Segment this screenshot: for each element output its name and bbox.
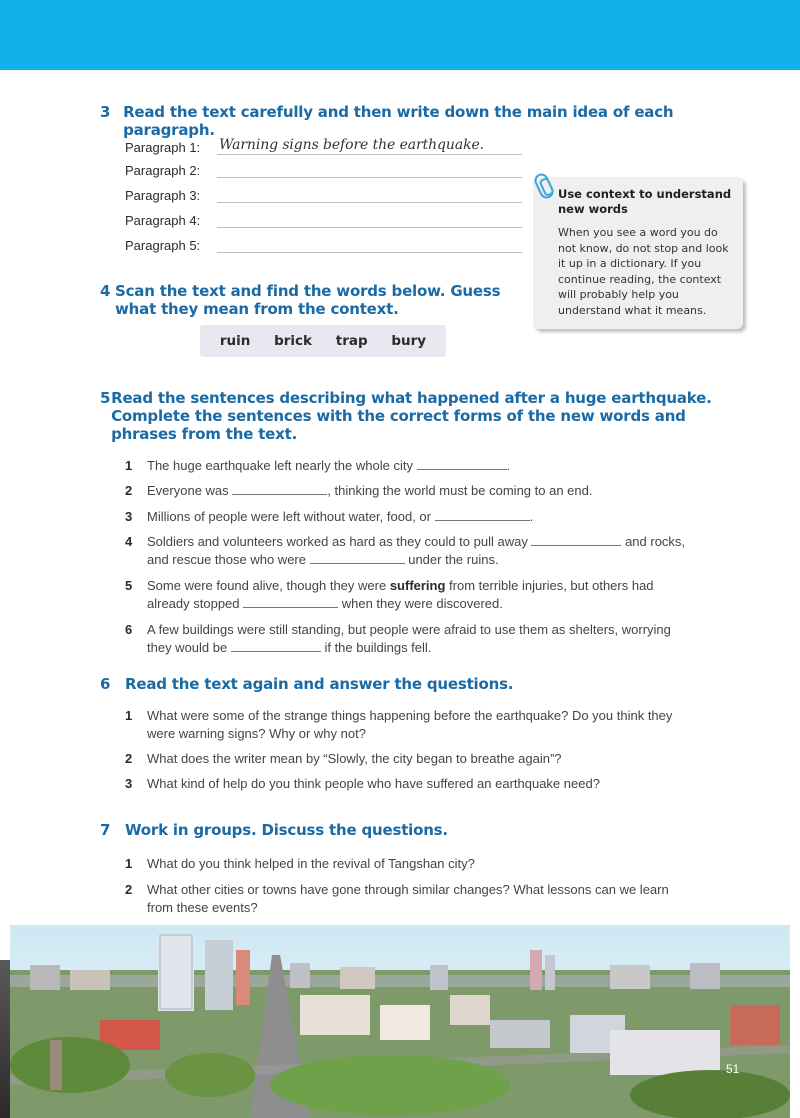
sentence-text: . bbox=[506, 458, 511, 473]
answer-line[interactable] bbox=[217, 235, 522, 253]
tip-title: Use context to understand new words bbox=[558, 187, 732, 216]
answer-line[interactable] bbox=[217, 137, 522, 155]
section-6-heading bbox=[100, 675, 720, 693]
question-item-1 bbox=[125, 707, 695, 743]
question-text: What do you think helped in the revival of Tangshan city? bbox=[147, 856, 475, 871]
section-6-title: Read the text again and answer the questions. bbox=[125, 675, 514, 693]
fill-blank[interactable] bbox=[417, 458, 507, 470]
paragraph-label: Paragraph 1: bbox=[125, 140, 201, 155]
fill-blank[interactable] bbox=[231, 640, 321, 652]
question-text: What does the writer mean by “Slowly, the city began to breathe again”? bbox=[147, 751, 562, 766]
sentence-item-4 bbox=[125, 533, 695, 569]
word-ruin: ruin bbox=[219, 333, 251, 349]
answer-line[interactable] bbox=[217, 185, 522, 203]
item-number: 6 bbox=[125, 622, 133, 637]
sentence-text: . bbox=[529, 509, 534, 524]
section-4-number: 4 bbox=[100, 282, 111, 300]
section-3-heading bbox=[100, 103, 720, 139]
answer-line[interactable] bbox=[217, 160, 522, 178]
question-text: What kind of help do you think people who have suffered an earthquake need? bbox=[147, 776, 600, 791]
section-4-heading bbox=[100, 282, 520, 318]
top-banner bbox=[0, 0, 800, 70]
section-5-title: Read the sentences describing what happened after a huge earthquake. Complete the sentences with the correct forms of the new words and phrases from the text. bbox=[111, 389, 712, 443]
sentence-text: if the buildings fell. bbox=[320, 640, 432, 655]
word-brick: brick bbox=[274, 333, 313, 349]
item-number: 3 bbox=[125, 509, 133, 524]
tip-box bbox=[533, 177, 743, 329]
paragraph-label: Paragraph 5: bbox=[125, 238, 201, 253]
section-6-number: 6 bbox=[100, 675, 111, 693]
sentence-item-3 bbox=[125, 508, 695, 526]
section-5-heading bbox=[100, 389, 720, 443]
section-7-title: Work in groups. Discuss the questions. bbox=[125, 821, 448, 839]
section-7-number: 7 bbox=[100, 821, 111, 839]
item-number: 2 bbox=[125, 882, 133, 897]
sentence-text: when they were discovered. bbox=[338, 596, 503, 611]
bold-word: suffering bbox=[389, 578, 446, 593]
fill-blank[interactable] bbox=[531, 534, 621, 546]
paragraph-label: Paragraph 3: bbox=[125, 188, 201, 203]
fill-blank[interactable] bbox=[232, 483, 327, 495]
discussion-item-1 bbox=[125, 855, 695, 873]
city-illustration bbox=[10, 925, 790, 1118]
section-5-number: 5 bbox=[100, 389, 111, 407]
sentence-text: and rocks, and rescue those who were bbox=[147, 534, 686, 567]
paragraph-row-5 bbox=[125, 233, 522, 253]
sentence-text: Millions of people were left without water, food, or bbox=[147, 509, 435, 524]
paragraph-row-3 bbox=[125, 183, 522, 203]
item-number: 4 bbox=[125, 534, 133, 549]
item-number: 3 bbox=[125, 776, 133, 791]
item-number: 5 bbox=[125, 578, 133, 593]
paragraph-row-1 bbox=[125, 135, 522, 155]
word-bury: bury bbox=[391, 333, 427, 349]
sentence-text: under the ruins. bbox=[404, 552, 499, 567]
question-text: What other cities or towns have gone through similar changes? What lessons can we learn from these events? bbox=[147, 882, 669, 915]
word-box bbox=[200, 325, 446, 357]
paragraph-label: Paragraph 2: bbox=[125, 163, 201, 178]
item-number: 2 bbox=[125, 483, 133, 498]
paragraph-label: Paragraph 4: bbox=[125, 213, 201, 228]
sentence-text: The huge earthquake left nearly the whole city bbox=[147, 458, 417, 473]
section-3-title: Read the text carefully and then write down the main idea of each paragraph. bbox=[123, 103, 674, 139]
sentence-text: , thinking the world must be coming to an end. bbox=[327, 483, 593, 498]
page-edge bbox=[0, 960, 10, 1118]
sentence-item-5 bbox=[125, 577, 695, 613]
sentence-item-1 bbox=[125, 457, 695, 475]
word-trap: trap bbox=[335, 333, 368, 349]
item-number: 1 bbox=[125, 458, 133, 473]
item-number: 1 bbox=[125, 856, 133, 871]
fill-blank[interactable] bbox=[310, 552, 405, 564]
sentence-text: Everyone was bbox=[147, 483, 233, 498]
sentence-text: Some were found alive, though they were bbox=[147, 578, 390, 593]
section-7-heading bbox=[100, 821, 720, 839]
page-number: 51 bbox=[726, 1062, 740, 1076]
sentence-text: A few buildings were still standing, but people were afraid to use them as shelters, worrying they would be bbox=[147, 622, 671, 655]
item-number: 2 bbox=[125, 751, 133, 766]
item-number: 1 bbox=[125, 708, 133, 723]
section-4-title: Scan the text and find the words below. Guess what they mean from the context. bbox=[115, 282, 501, 318]
question-item-3 bbox=[125, 775, 695, 793]
discussion-item-2 bbox=[125, 881, 695, 917]
tip-body: When you see a word you do not know, do not stop and look it up in a dictionary. If you continue reading, the context will probably help you understand what it means. bbox=[558, 226, 729, 317]
city-photo bbox=[10, 925, 790, 1118]
question-item-2 bbox=[125, 750, 695, 768]
fill-blank[interactable] bbox=[243, 596, 338, 608]
question-text: What were some of the strange things happening before the earthquake? Do you think they were warning signs? Why or why not? bbox=[147, 708, 673, 741]
section-3-number: 3 bbox=[100, 103, 111, 121]
paragraph-row-2 bbox=[125, 158, 522, 178]
paragraph-row-4 bbox=[125, 208, 522, 228]
sentence-item-6 bbox=[125, 621, 695, 657]
fill-blank[interactable] bbox=[435, 509, 530, 521]
handwritten-answer: Warning signs before the earthquake. bbox=[219, 137, 484, 153]
answer-line[interactable] bbox=[217, 210, 522, 228]
paperclip-icon bbox=[532, 171, 556, 200]
sentence-text: from terrible injuries, but others had already stopped bbox=[147, 578, 654, 611]
sentence-item-2 bbox=[125, 482, 695, 500]
sentence-text: Soldiers and volunteers worked as hard as they could to pull away bbox=[147, 534, 532, 549]
